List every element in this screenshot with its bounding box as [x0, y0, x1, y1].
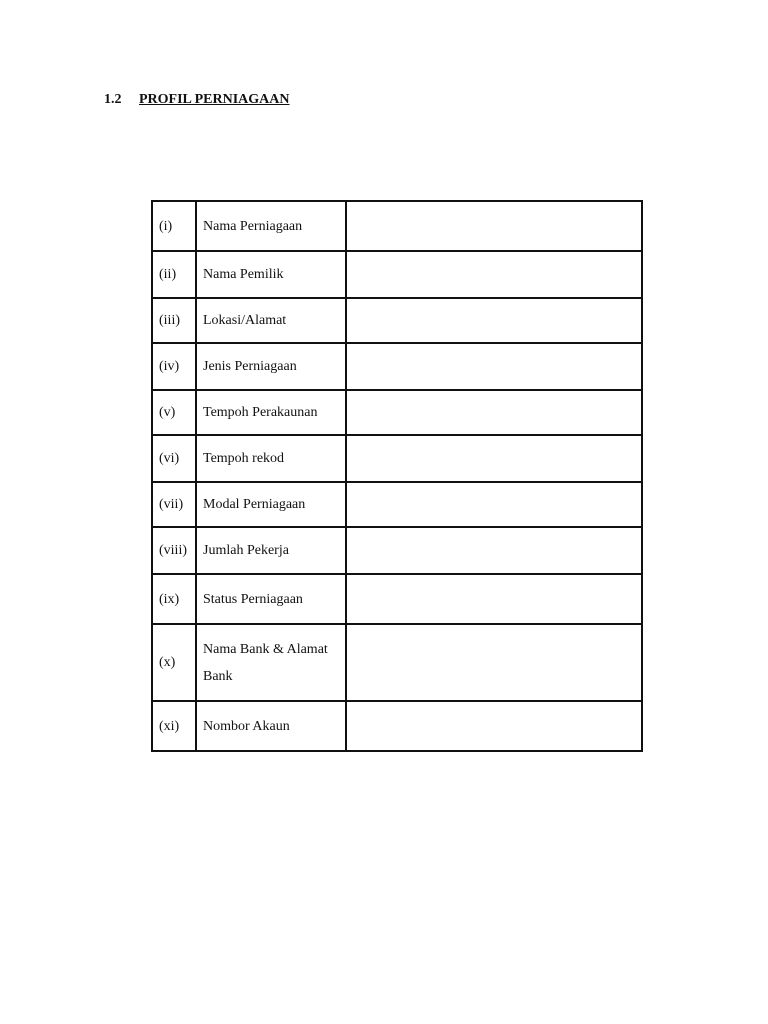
table-row: [152, 624, 642, 701]
business-profile-table: [151, 200, 643, 752]
row-value-cell[interactable]: [346, 298, 642, 343]
row-index: (vi): [152, 435, 196, 482]
row-value-cell[interactable]: [346, 574, 642, 624]
table-row: [152, 574, 642, 624]
row-label: Modal Perniagaan: [196, 482, 346, 527]
row-value-cell[interactable]: [346, 527, 642, 574]
row-index: (ix): [152, 574, 196, 624]
table-row: [152, 701, 642, 751]
row-value-cell[interactable]: [346, 390, 642, 435]
row-label: Nombor Akaun: [196, 701, 346, 751]
row-label: Nama Pemilik: [196, 251, 346, 298]
row-label: Jumlah Pekerja: [196, 527, 346, 574]
row-value-cell[interactable]: [346, 251, 642, 298]
row-label: Tempoh rekod: [196, 435, 346, 482]
row-index: (vii): [152, 482, 196, 527]
table-row: [152, 201, 642, 251]
row-index: (xi): [152, 701, 196, 751]
table-row: [152, 251, 642, 298]
row-value-cell[interactable]: [346, 343, 642, 390]
table-row: [152, 527, 642, 574]
table-row: [152, 390, 642, 435]
table-row: [152, 298, 642, 343]
row-value-cell[interactable]: [346, 482, 642, 527]
row-index: (i): [152, 201, 196, 251]
row-index: (iii): [152, 298, 196, 343]
row-value-cell[interactable]: [346, 701, 642, 751]
row-index: (iv): [152, 343, 196, 390]
row-label: Status Perniagaan: [196, 574, 346, 624]
row-index: (viii): [152, 527, 196, 574]
row-value-cell[interactable]: [346, 624, 642, 701]
section-title: PROFIL PERNIAGAAN: [139, 92, 290, 107]
row-index: (ii): [152, 251, 196, 298]
table-row: [152, 482, 642, 527]
row-label: Nama Perniagaan: [196, 201, 346, 251]
row-label: Jenis Perniagaan: [196, 343, 346, 390]
row-label: Nama Bank & Alamat Bank: [196, 624, 346, 701]
row-label: Tempoh Perakaunan: [196, 390, 346, 435]
row-value-cell[interactable]: [346, 201, 642, 251]
row-index: (v): [152, 390, 196, 435]
row-value-cell[interactable]: [346, 435, 642, 482]
table-row: [152, 343, 642, 390]
row-index: (x): [152, 624, 196, 701]
row-label: Lokasi/Alamat: [196, 298, 346, 343]
table-row: [152, 435, 642, 482]
section-heading: [104, 92, 290, 108]
section-number: 1.2: [104, 92, 122, 107]
